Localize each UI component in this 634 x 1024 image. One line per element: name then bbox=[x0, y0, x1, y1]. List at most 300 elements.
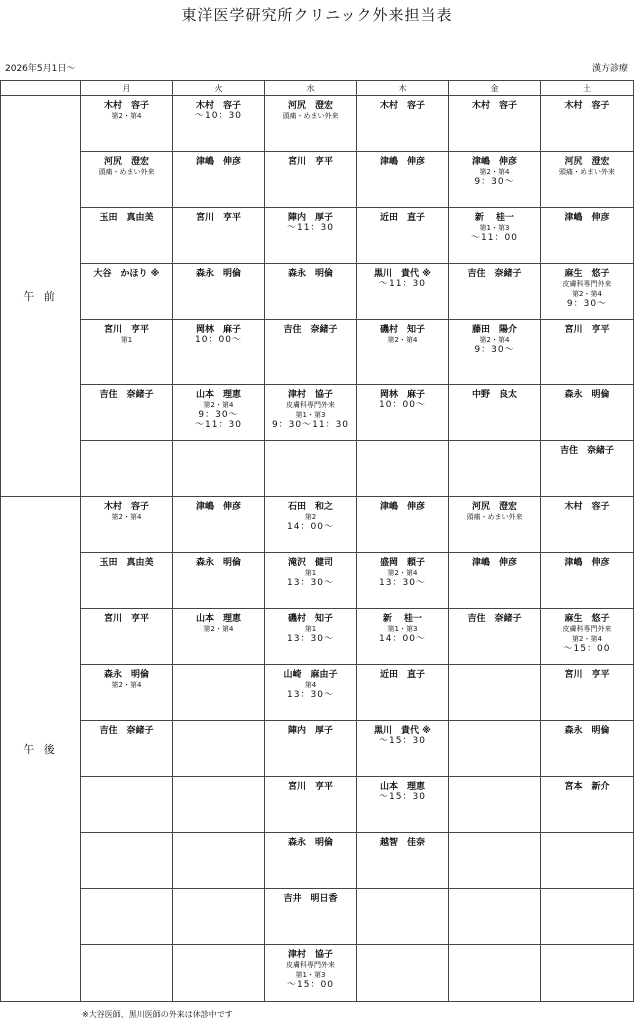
schedule-cell bbox=[541, 945, 634, 1002]
doctor-name: 津嶋 伸彦 bbox=[195, 157, 241, 167]
doctor-entry bbox=[541, 665, 633, 680]
doctor-name: 吉住 奈緒子 bbox=[283, 325, 338, 335]
session-note: 第2・第4 bbox=[111, 681, 142, 689]
doctor-entry bbox=[541, 208, 633, 223]
schedule-cell bbox=[81, 833, 173, 889]
schedule-cell bbox=[357, 721, 449, 777]
doctor-entry bbox=[173, 96, 264, 121]
doctor-name: 吉井 明日香 bbox=[283, 894, 338, 904]
doctor-entry bbox=[449, 208, 540, 243]
day-header-fri: 金 bbox=[449, 81, 541, 96]
doctor-entry bbox=[81, 385, 172, 400]
schedule-cell bbox=[265, 208, 357, 264]
doctor-entry bbox=[265, 96, 356, 121]
schedule-cell bbox=[173, 152, 265, 208]
doctor-name: 山本 理恵 bbox=[195, 614, 241, 624]
doctor-name: 大谷 かほり ※ bbox=[93, 269, 160, 279]
doctor-entry bbox=[449, 609, 540, 624]
doctor-entry bbox=[173, 152, 264, 167]
schedule-cell bbox=[173, 385, 265, 441]
doctor-entry bbox=[541, 264, 633, 309]
schedule-cell bbox=[265, 833, 357, 889]
doctor-entry bbox=[81, 264, 172, 279]
schedule-row bbox=[1, 945, 634, 1002]
doctor-name: 河尻 澄宏 bbox=[103, 157, 149, 167]
doctor-entry bbox=[541, 609, 633, 654]
doctor-name: 滝沢 健司 bbox=[287, 558, 333, 568]
page-title: 東洋医学研究所クリニック外来担当表 bbox=[181, 6, 453, 24]
doctor-name: 中野 良太 bbox=[471, 390, 517, 400]
session-note: 頭痛・めまい外来 bbox=[559, 168, 615, 176]
schedule-cell bbox=[173, 320, 265, 385]
doctor-entry bbox=[81, 721, 172, 736]
session-note: 第2・第4 bbox=[572, 290, 602, 298]
doctor-entry bbox=[173, 497, 264, 512]
doctor-name: 森永 明倫 bbox=[103, 670, 149, 680]
session-time: ～15：00 bbox=[287, 980, 334, 990]
schedule-row bbox=[1, 721, 634, 777]
doctor-name: 麻生 悠子 bbox=[564, 614, 610, 624]
day-header-wed: 水 bbox=[265, 81, 357, 96]
session-note: 第1・第3 bbox=[295, 971, 326, 979]
schedule-cell bbox=[357, 889, 449, 945]
doctor-name: 宮川 亨平 bbox=[287, 782, 333, 792]
schedule-cell bbox=[265, 721, 357, 777]
session-time: 13：30～ bbox=[287, 634, 334, 644]
schedule-cell bbox=[357, 441, 449, 497]
schedule-cell bbox=[265, 945, 357, 1002]
session-note: 頭痛・めまい外来 bbox=[98, 168, 155, 176]
schedule-cell bbox=[265, 553, 357, 609]
schedule-row bbox=[1, 264, 634, 320]
session-time: ～15：30 bbox=[379, 792, 426, 802]
schedule-cell bbox=[81, 441, 173, 497]
schedule-cell bbox=[265, 889, 357, 945]
doctor-name: 河尻 澄宏 bbox=[471, 502, 517, 512]
schedule-cell bbox=[541, 553, 634, 609]
schedule-cell bbox=[81, 609, 173, 665]
schedule-cell bbox=[81, 889, 173, 945]
schedule-row bbox=[1, 497, 634, 553]
schedule-cell bbox=[265, 497, 357, 553]
doctor-name: 新 桂一 bbox=[382, 614, 423, 624]
session-time: ～10：30 bbox=[195, 111, 242, 121]
schedule-cell bbox=[357, 264, 449, 320]
session-time: 9：30～ bbox=[474, 177, 515, 187]
schedule-cell bbox=[265, 385, 357, 441]
doctor-name: 森永 明倫 bbox=[287, 269, 333, 279]
kanpo-label: 漢方診療 bbox=[591, 64, 628, 74]
doctor-name: 木村 容子 bbox=[471, 101, 517, 111]
doctor-entry bbox=[541, 497, 633, 512]
schedule-cell bbox=[173, 945, 265, 1002]
doctor-name: 玉田 真由美 bbox=[99, 213, 154, 223]
session-note: 第2 bbox=[304, 513, 317, 521]
schedule-cell bbox=[81, 665, 173, 721]
schedule-row bbox=[1, 609, 634, 665]
doctor-entry bbox=[81, 208, 172, 223]
schedule-row bbox=[1, 889, 634, 945]
doctor-name: 吉住 奈緒子 bbox=[99, 726, 154, 736]
doctor-name: 陣内 厚子 bbox=[287, 726, 333, 736]
schedule-cell bbox=[357, 152, 449, 208]
schedule-cell bbox=[449, 441, 541, 497]
schedule-row bbox=[1, 96, 634, 152]
day-header-row bbox=[1, 81, 634, 96]
schedule-cell bbox=[173, 441, 265, 497]
doctor-entry bbox=[449, 497, 540, 522]
doctor-name: 河尻 澄宏 bbox=[287, 101, 333, 111]
schedule-row bbox=[1, 208, 634, 264]
session-note: 第2・第4 bbox=[479, 168, 510, 176]
schedule-cell bbox=[541, 721, 634, 777]
schedule-cell bbox=[265, 320, 357, 385]
doctor-entry bbox=[81, 553, 172, 568]
schedule-cell bbox=[173, 777, 265, 833]
schedule-cell bbox=[541, 441, 634, 497]
session-note: 頭痛・めまい外来 bbox=[466, 513, 523, 521]
doctor-entry bbox=[541, 441, 633, 456]
schedule-row bbox=[1, 152, 634, 208]
schedule-cell bbox=[357, 609, 449, 665]
schedule-row bbox=[1, 441, 634, 497]
doctor-name: 吉住 奈緒子 bbox=[559, 446, 614, 456]
doctor-name: 新 桂一 bbox=[474, 213, 515, 223]
doctor-entry bbox=[265, 208, 356, 233]
schedule-cell bbox=[541, 152, 634, 208]
doctor-entry bbox=[81, 497, 172, 522]
doctor-name: 木村 容子 bbox=[103, 101, 149, 111]
schedule-cell bbox=[81, 553, 173, 609]
schedule-cell bbox=[449, 497, 541, 553]
schedule-cell bbox=[265, 441, 357, 497]
doctor-name: 木村 容子 bbox=[564, 502, 610, 512]
doctor-name: 山本 理恵 bbox=[379, 782, 425, 792]
doctor-entry bbox=[265, 609, 356, 644]
session-note: 第2・第4 bbox=[572, 635, 602, 643]
doctor-entry bbox=[265, 553, 356, 588]
doctor-entry bbox=[449, 553, 540, 568]
doctor-name: 森永 明倫 bbox=[564, 390, 610, 400]
session-note: 第1・第3 bbox=[295, 411, 326, 419]
doctor-name: 津嶋 伸彦 bbox=[564, 213, 610, 223]
doctor-entry bbox=[173, 208, 264, 223]
schedule-cell bbox=[449, 945, 541, 1002]
doctor-entry bbox=[357, 96, 448, 111]
schedule-row bbox=[1, 777, 634, 833]
doctor-name: 津村 協子 bbox=[287, 390, 333, 400]
schedule-cell bbox=[541, 889, 634, 945]
day-header-mon: 月 bbox=[81, 81, 173, 96]
schedule-row bbox=[1, 833, 634, 889]
session-time: ～11：00 bbox=[471, 233, 518, 243]
doctor-entry bbox=[541, 721, 633, 736]
doctor-entry bbox=[173, 264, 264, 279]
doctor-entry bbox=[173, 609, 264, 634]
schedule-cell bbox=[357, 553, 449, 609]
session-note: 第1・第3 bbox=[387, 625, 418, 633]
session-time: 10：00～ bbox=[379, 400, 426, 410]
schedule-cell bbox=[81, 497, 173, 553]
doctor-name: 吉住 奈緒子 bbox=[467, 269, 522, 279]
doctor-entry bbox=[81, 609, 172, 624]
doctor-name: 津嶋 伸彦 bbox=[379, 502, 425, 512]
session-time: 13：30～ bbox=[287, 578, 334, 588]
schedule-cell bbox=[81, 152, 173, 208]
doctor-entry bbox=[265, 665, 356, 700]
schedule-cell bbox=[541, 665, 634, 721]
session-time: 13：30～ bbox=[287, 690, 334, 700]
doctor-entry bbox=[357, 497, 448, 512]
schedule-cell bbox=[173, 553, 265, 609]
period-label-am: 午 前 bbox=[1, 96, 81, 497]
session-note: 第2・第4 bbox=[479, 336, 510, 344]
schedule-cell bbox=[265, 609, 357, 665]
doctor-entry bbox=[541, 777, 633, 792]
schedule-row bbox=[1, 665, 634, 721]
schedule-cell bbox=[541, 264, 634, 320]
doctor-name: 吉住 奈緒子 bbox=[99, 390, 154, 400]
doctor-entry bbox=[449, 96, 540, 111]
schedule-cell bbox=[173, 609, 265, 665]
doctor-entry bbox=[357, 264, 448, 289]
schedule-cell bbox=[449, 264, 541, 320]
doctor-name: 宮川 亨平 bbox=[564, 670, 610, 680]
doctor-entry bbox=[265, 833, 356, 848]
schedule-cell bbox=[449, 152, 541, 208]
doctor-name: 森永 明倫 bbox=[564, 726, 610, 736]
schedule-cell bbox=[265, 665, 357, 721]
schedule-cell bbox=[173, 833, 265, 889]
doctor-name: 木村 容子 bbox=[103, 502, 149, 512]
schedule-cell bbox=[81, 385, 173, 441]
doctor-name: 石田 和之 bbox=[287, 502, 333, 512]
schedule-cell bbox=[81, 945, 173, 1002]
session-note: 第1 bbox=[304, 625, 317, 633]
doctor-entry bbox=[265, 264, 356, 279]
schedule-cell bbox=[541, 833, 634, 889]
schedule-cell bbox=[173, 889, 265, 945]
doctor-name: 岡林 麻子 bbox=[195, 325, 241, 335]
schedule-cell bbox=[81, 777, 173, 833]
doctor-entry bbox=[265, 777, 356, 792]
effective-date: 2026年5月1日～ bbox=[5, 64, 76, 74]
doctor-entry bbox=[541, 152, 633, 177]
schedule-cell bbox=[173, 208, 265, 264]
session-note: 第1 bbox=[304, 569, 317, 577]
schedule-row bbox=[1, 320, 634, 385]
session-note: 第2・第4 bbox=[111, 112, 142, 120]
doctor-name: 宮川 亨平 bbox=[103, 325, 149, 335]
corner-cell bbox=[1, 81, 81, 96]
doctor-entry bbox=[357, 721, 448, 746]
doctor-name: 木村 容子 bbox=[379, 101, 425, 111]
session-time: 9：30～ bbox=[566, 299, 608, 309]
schedule-cell bbox=[541, 320, 634, 385]
doctor-name: 岡林 麻子 bbox=[379, 390, 425, 400]
doctor-name: 宮川 亨平 bbox=[287, 157, 333, 167]
doctor-name: 宮川 亨平 bbox=[103, 614, 149, 624]
doctor-name: 津嶋 伸彦 bbox=[471, 558, 517, 568]
session-time: ～11：30 bbox=[287, 223, 334, 233]
schedule-cell bbox=[357, 833, 449, 889]
doctor-name: 宮本 新介 bbox=[564, 782, 610, 792]
schedule-cell bbox=[173, 264, 265, 320]
schedule-cell bbox=[357, 320, 449, 385]
doctor-name: 陣内 厚子 bbox=[287, 213, 333, 223]
doctor-entry bbox=[81, 320, 172, 345]
doctor-name: 宮川 亨平 bbox=[195, 213, 241, 223]
doctor-entry bbox=[81, 152, 172, 177]
schedule-cell bbox=[449, 889, 541, 945]
doctor-name: 津嶋 伸彦 bbox=[195, 502, 241, 512]
doctor-name: 近田 直子 bbox=[379, 670, 425, 680]
session-time: 10：00～ bbox=[195, 335, 242, 345]
schedule-cell bbox=[357, 96, 449, 152]
doctor-name: 山崎 麻由子 bbox=[283, 670, 338, 680]
doctor-entry bbox=[357, 833, 448, 848]
schedule-cell bbox=[449, 665, 541, 721]
doctor-name: 山本 理恵 bbox=[195, 390, 241, 400]
doctor-entry bbox=[173, 320, 264, 345]
schedule-cell bbox=[173, 665, 265, 721]
session-note: 皮膚科専門外来 bbox=[286, 401, 335, 409]
doctor-entry bbox=[265, 497, 356, 532]
schedule-cell bbox=[541, 208, 634, 264]
doctor-entry bbox=[449, 264, 540, 279]
day-header-sat: 土 bbox=[541, 81, 634, 96]
doctor-entry bbox=[265, 721, 356, 736]
period-label-pm: 午 後 bbox=[1, 497, 81, 1002]
doctor-entry bbox=[173, 553, 264, 568]
session-note: 第2・第4 bbox=[203, 625, 234, 633]
session-note: 第4 bbox=[304, 681, 317, 689]
schedule-cell bbox=[357, 208, 449, 264]
doctor-entry bbox=[81, 665, 172, 690]
session-time: 9：30～11：30 bbox=[271, 420, 350, 430]
schedule-cell bbox=[173, 721, 265, 777]
doctor-entry bbox=[541, 320, 633, 335]
doctor-entry bbox=[357, 385, 448, 410]
schedule-cell bbox=[357, 777, 449, 833]
day-header-tue: 火 bbox=[173, 81, 265, 96]
doctor-name: 津嶋 伸彦 bbox=[471, 157, 517, 167]
session-note: 第2・第4 bbox=[203, 401, 234, 409]
doctor-entry bbox=[265, 385, 356, 430]
schedule-cell bbox=[541, 497, 634, 553]
schedule-cell bbox=[541, 777, 634, 833]
schedule-cell bbox=[357, 385, 449, 441]
schedule-cell bbox=[265, 264, 357, 320]
doctor-name: 越智 佳奈 bbox=[379, 838, 425, 848]
session-time: 13：30～ bbox=[379, 578, 426, 588]
session-note: 皮膚科専門外来 bbox=[286, 961, 335, 969]
session-time: 14：00～ bbox=[287, 522, 334, 532]
session-time: 9：30～ bbox=[198, 410, 239, 420]
session-time: ～11：30 bbox=[195, 420, 242, 430]
doctor-name: 近田 直子 bbox=[379, 213, 425, 223]
schedule-cell bbox=[81, 208, 173, 264]
schedule-cell bbox=[81, 96, 173, 152]
doctor-entry bbox=[81, 96, 172, 121]
session-note: 頭痛・めまい外来 bbox=[282, 112, 339, 120]
doctor-name: 盛岡 頼子 bbox=[379, 558, 425, 568]
schedule-cell bbox=[81, 264, 173, 320]
schedule-cell bbox=[449, 833, 541, 889]
session-note: 第1・第3 bbox=[479, 224, 510, 232]
schedule-cell bbox=[357, 497, 449, 553]
doctor-name: 河尻 澄宏 bbox=[564, 157, 610, 167]
doctor-entry bbox=[265, 320, 356, 335]
doctor-name: 麻生 悠子 bbox=[564, 269, 610, 279]
schedule-cell bbox=[449, 553, 541, 609]
doctor-entry bbox=[357, 609, 448, 644]
session-note: 第2・第4 bbox=[111, 513, 142, 521]
doctor-entry bbox=[357, 777, 448, 802]
doctor-entry bbox=[541, 385, 633, 400]
doctor-name: 藤田 陽介 bbox=[471, 325, 517, 335]
session-time: 9：30～ bbox=[474, 345, 515, 355]
schedule-cell bbox=[449, 385, 541, 441]
schedule-cell bbox=[81, 721, 173, 777]
doctor-entry bbox=[449, 152, 540, 187]
schedule-cell bbox=[449, 320, 541, 385]
doctor-name: 黒川 貴代 ※ bbox=[374, 269, 431, 279]
doctor-name: 津嶋 伸彦 bbox=[379, 157, 425, 167]
doctor-entry bbox=[357, 152, 448, 167]
doctor-name: 木村 容子 bbox=[564, 101, 610, 111]
doctor-entry bbox=[265, 152, 356, 167]
doctor-entry bbox=[357, 320, 448, 345]
schedule-cell bbox=[265, 152, 357, 208]
schedule-cell bbox=[449, 96, 541, 152]
session-note: 皮膚科専門外来 bbox=[562, 625, 612, 633]
schedule-cell bbox=[541, 96, 634, 152]
doctor-name: 木村 容子 bbox=[195, 101, 241, 111]
schedule-cell bbox=[81, 320, 173, 385]
doctor-entry bbox=[265, 889, 356, 904]
schedule-cell bbox=[541, 609, 634, 665]
doctor-name: 森永 明倫 bbox=[287, 838, 333, 848]
doctor-entry bbox=[541, 553, 633, 568]
session-note: 第2・第4 bbox=[387, 569, 418, 577]
doctor-entry bbox=[357, 208, 448, 223]
schedule-row bbox=[1, 385, 634, 441]
schedule-cell bbox=[357, 665, 449, 721]
doctor-entry bbox=[173, 385, 264, 430]
schedule-cell bbox=[173, 497, 265, 553]
schedule-cell bbox=[265, 96, 357, 152]
schedule-cell bbox=[541, 385, 634, 441]
doctor-name: 森永 明倫 bbox=[195, 269, 241, 279]
session-note: 皮膚科専門外来 bbox=[562, 280, 612, 288]
doctor-entry bbox=[449, 320, 540, 355]
doctor-name: 玉田 真由美 bbox=[99, 558, 154, 568]
schedule-cell bbox=[449, 609, 541, 665]
doctor-name: 磯村 知子 bbox=[287, 614, 333, 624]
schedule-cell bbox=[173, 96, 265, 152]
doctor-entry bbox=[357, 665, 448, 680]
doctor-name: 黒川 貴代 ※ bbox=[374, 726, 431, 736]
doctor-name: 磯村 知子 bbox=[379, 325, 425, 335]
session-time: ～15：00 bbox=[563, 644, 611, 654]
day-header-thu: 木 bbox=[357, 81, 449, 96]
schedule-cell bbox=[449, 208, 541, 264]
schedule-body bbox=[1, 96, 634, 1002]
footnote: ※大谷医師、黒川医師の外来は休診中です bbox=[82, 1010, 233, 1019]
schedule-cell bbox=[449, 721, 541, 777]
doctor-entry bbox=[265, 945, 356, 990]
